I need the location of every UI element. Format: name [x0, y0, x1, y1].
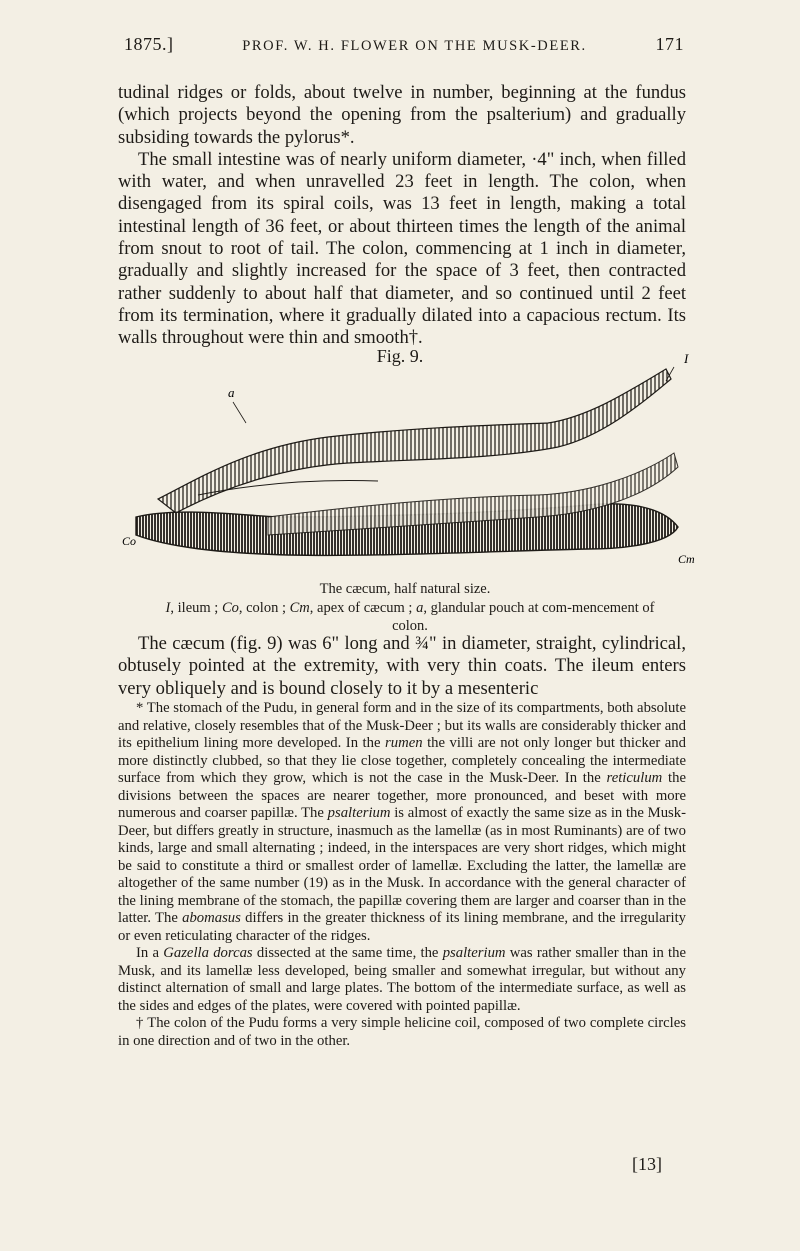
footnote-1-segment: the villi are not only longer but thicker and more distinctly clubbed, so that they lie close together, completely concealing the intermediate surface from which they grow, which is not the case in the Musk-Deer. In the — [118, 735, 686, 786]
legend-segment: , ileum ; — [170, 600, 222, 616]
footnote-1-segment: the divisions between the spaces are nearer together, more pronounced, and beset with more numerous and coarser papillæ. The — [118, 770, 686, 821]
footnote-1-segment: rumen — [385, 735, 423, 751]
footnote-2-segment: dissected at the same time, the — [252, 945, 443, 961]
figure-caption: The cæcum, half natural size. — [319, 581, 491, 597]
footnote-1-segment: is almost of exactly the same size as in the Musk-Deer, but differs greatly in structure, inasmuch as the lamellæ (as in most Ruminants) are of two kinds, large and small alternating ; indeed, in the interspaces are very short ridges, which might be said to constitute a third or smallest order of lamellæ. Excluding the latter, the lamellæ are altogether of the same number (19) as in the Musk. In accordance with the general character of the lining membrane of the stomach, the papillæ covering them are larger and coarser than in the latter. The — [118, 805, 686, 926]
footnote-1-segment: abomasus — [182, 910, 241, 926]
body-text-top — [118, 82, 686, 350]
footnote-1-segment: reticulum — [606, 770, 663, 786]
page-number: 171 — [655, 34, 684, 54]
label-apex: Cm — [678, 552, 695, 566]
legend-segment: a — [416, 600, 424, 616]
legend-segment: , glandular pouch at com-mencement of colon. — [392, 600, 655, 634]
legend-segment: Cm — [289, 600, 310, 616]
footnote-2-segment: Gazella dorcas — [163, 945, 253, 961]
figure-legend — [150, 599, 670, 635]
legend-segment: I — [165, 600, 171, 616]
legend-segment: , colon ; — [238, 600, 290, 616]
body-text-bottom — [118, 633, 686, 700]
footnote-1-segment: psalterium — [327, 805, 391, 821]
label-a: a — [228, 385, 235, 400]
footnote-2-segment: In a — [136, 945, 164, 961]
header-year: 1875.] — [124, 34, 174, 54]
paragraph-continuation: tudinal ridges or folds, about twelve in number, beginning at the fundus (which projects beyond the opening from the psalterium) and gradually subsiding towards the pylorus*. — [118, 82, 686, 148]
label-a-leader — [233, 402, 246, 423]
footnote-1-segment: differs in the greater thickness of its lining membrane, and the irregularity or even reticulating character of the ridges. — [118, 910, 686, 944]
signature-mark: [13] — [632, 1154, 662, 1174]
running-title: PROF. W. H. FLOWER ON THE MUSK-DEER. — [242, 38, 587, 54]
paragraph-caecum: The cæcum (fig. 9) was 6" long and ¾" in diameter, straight, cylindrical, obtusely pointed at the extremity, with very thin coats. The ileum enters very obliquely and is bound closely to it by a mesenteric — [118, 633, 686, 699]
footnote-2-segment: was rather smaller than in the Musk, and its lamellæ less developed, being smaller and somewhat irregular, but without any distinct alternation of small and large plates. The bottom of the intermediate surface, as well as the sides and edges of the plates, were covered with pointed papillæ. — [118, 945, 686, 1014]
legend-segment: , apex of cæcum ; — [309, 600, 417, 616]
footnote-2-segment: psalterium — [442, 945, 506, 961]
legend-segment: Co — [221, 600, 239, 616]
figure-title: Fig. 9. — [376, 346, 424, 366]
footnote-stomach — [118, 700, 686, 1050]
label-colon: Co — [122, 534, 137, 548]
footnote-1-segment: * The stomach of the Pudu, in general form and in the size of its compartments, both absolute and relative, closely resembles that of the Musk-Deer ; but its walls are considerably thicker and its epithelium lining more developed. In the — [118, 700, 686, 751]
paragraph-intestine: The small intestine was of nearly uniform diameter, ·4" inch, when filled with water, and when unravelled 23 feet in length. The colon, when disengaged from its spiral coils, was 13 feet in length, making a total intestinal length of 36 feet, or about thirteen times the length of the animal from snout to root of tail. The colon, commencing at 1 inch in diameter, gradually and slightly increased for the space of 3 feet, then contracted rather suddenly to about half that diameter, and so continued until 2 feet from its termination, where it gradually dilated into a capacious rectum. Its walls throughout were thin and smooth†. — [118, 148, 686, 349]
running-header — [124, 34, 684, 64]
footnote-3: † The colon of the Pudu forms a very simple helicine coil, composed of two complete circles in one direction and of two in the other. — [118, 1015, 686, 1049]
label-ileum: I — [684, 351, 689, 366]
footnote-2 — [118, 945, 686, 1015]
footnote-1 — [118, 700, 686, 945]
